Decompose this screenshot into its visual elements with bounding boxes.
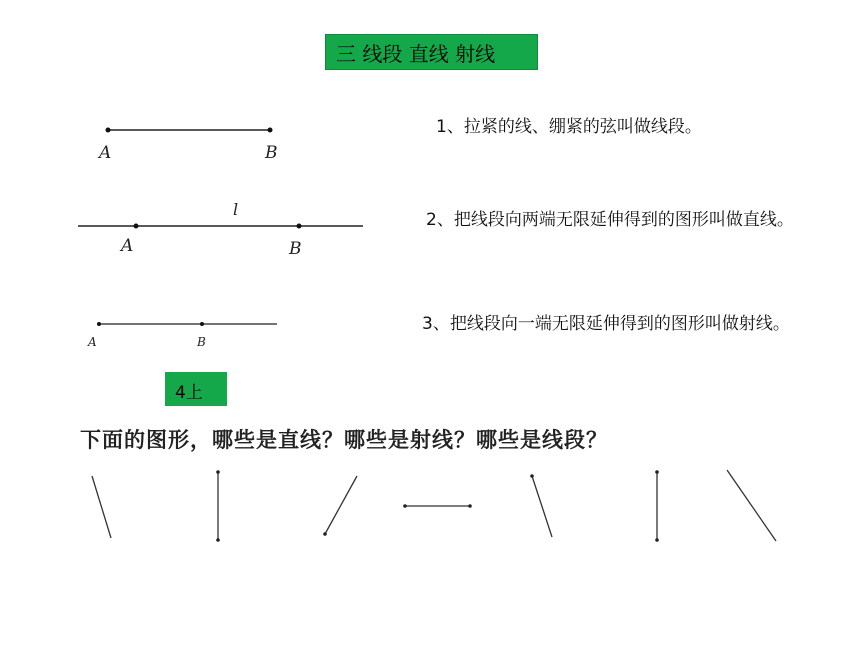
ray-label-a: A bbox=[88, 335, 97, 349]
ray-label-b: B bbox=[197, 335, 206, 349]
ray-point-b bbox=[200, 322, 204, 326]
line-label-l: l bbox=[233, 200, 239, 219]
ray-figure bbox=[87, 322, 277, 349]
definition-segment: 1、拉紧的线、绷紧的弦叫做线段。 bbox=[436, 117, 702, 137]
segment-point-a bbox=[106, 128, 111, 133]
segment-point-b bbox=[268, 128, 273, 133]
section-title: 三 线段 直线 射线 bbox=[325, 34, 538, 70]
exercise-fig-1 bbox=[92, 476, 111, 538]
definition-ray: 3、把线段向一端无限延伸得到的图形叫做射线。 bbox=[422, 314, 790, 334]
line-label-a: A bbox=[121, 236, 134, 256]
exercise-fig-2 bbox=[216, 470, 220, 542]
exercise-fig-4 bbox=[403, 504, 472, 508]
line-figure bbox=[78, 200, 363, 259]
exercise-fig-7 bbox=[727, 470, 776, 541]
segment-label-a: A bbox=[99, 143, 112, 163]
exercise-fig-6 bbox=[655, 470, 659, 542]
line-point-b bbox=[297, 224, 302, 229]
line-label-b: B bbox=[289, 239, 302, 259]
exercise-fig-3 bbox=[323, 476, 357, 536]
segment-label-b: B bbox=[265, 143, 278, 163]
exercise-fig-5 bbox=[530, 474, 552, 537]
definition-line: 2、把线段向两端无限延伸得到的图形叫做直线。 bbox=[426, 210, 794, 230]
segment-figure bbox=[97, 128, 278, 164]
exercise-question: 下面的图形，哪些是直线？哪些是射线？哪些是线段？ bbox=[80, 427, 608, 452]
grade-tag: 4上 bbox=[165, 372, 227, 406]
line-point-a bbox=[134, 224, 139, 229]
exercise-figures bbox=[92, 470, 776, 542]
ray-point-a bbox=[97, 322, 101, 326]
